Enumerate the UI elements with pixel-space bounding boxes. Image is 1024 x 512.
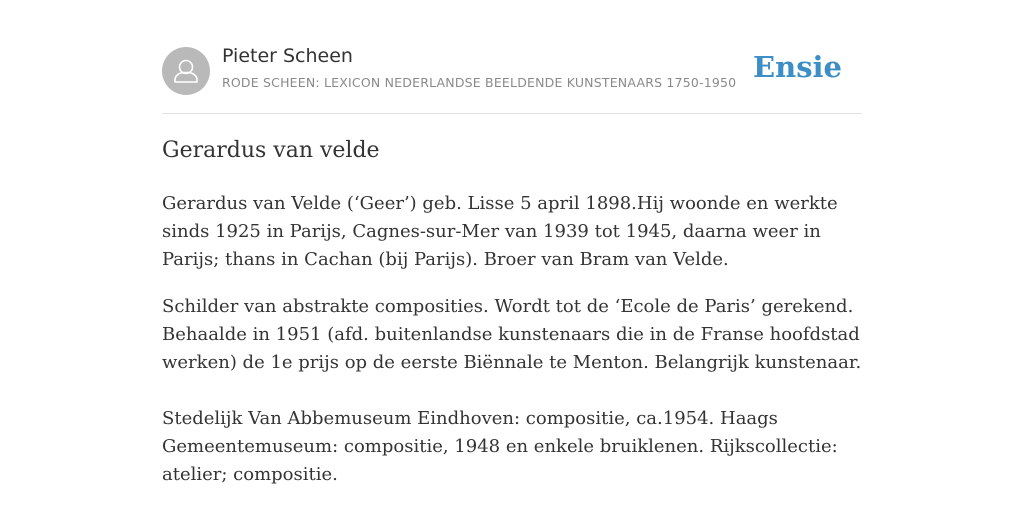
source-title[interactable]: RODE SCHEEN: LEXICON NEDERLANDSE BEELDENDE KUNSTENAARS 1750-1950 — [222, 75, 737, 90]
article-title: Gerardus van velde — [162, 138, 380, 163]
article-header — [162, 0, 862, 114]
article-container — [162, 0, 862, 485]
author-avatar[interactable] — [162, 47, 210, 95]
author-name[interactable]: Pieter Scheen — [222, 45, 353, 67]
article-paragraph: Schilder van abstrakte composities. Wordt tot de ‘Ecole de Paris’ gerekend. Behaalde in 1951 (afd. buitenlandse kunstenaars die in de Franse hoofdstad werken) de 1e prijs op de eerste Biënnale te Menton. Belangrijk kunstenaar. — [162, 296, 862, 373]
article-paragraph: Stedelijk Van Abbemuseum Eindhoven: compositie, ca.1954. Haags Gemeentemuseum: compositie, 1948 en enkele bruiklenen. Rijkscollectie: atelier; compositie. — [162, 408, 838, 485]
article-paragraph: Gerardus van Velde (‘Geer’) geb. Lisse 5 april 1898.Hij woonde en werkte sinds 1925 in Parijs, Cagnes-sur-Mer van 1939 tot 1945, daarna weer in Parijs; thans in Cachan (bij Parijs). Broer van Bram van Velde. — [162, 193, 838, 270]
user-icon — [162, 47, 210, 95]
brand-logo[interactable]: Ensie — [753, 50, 842, 84]
